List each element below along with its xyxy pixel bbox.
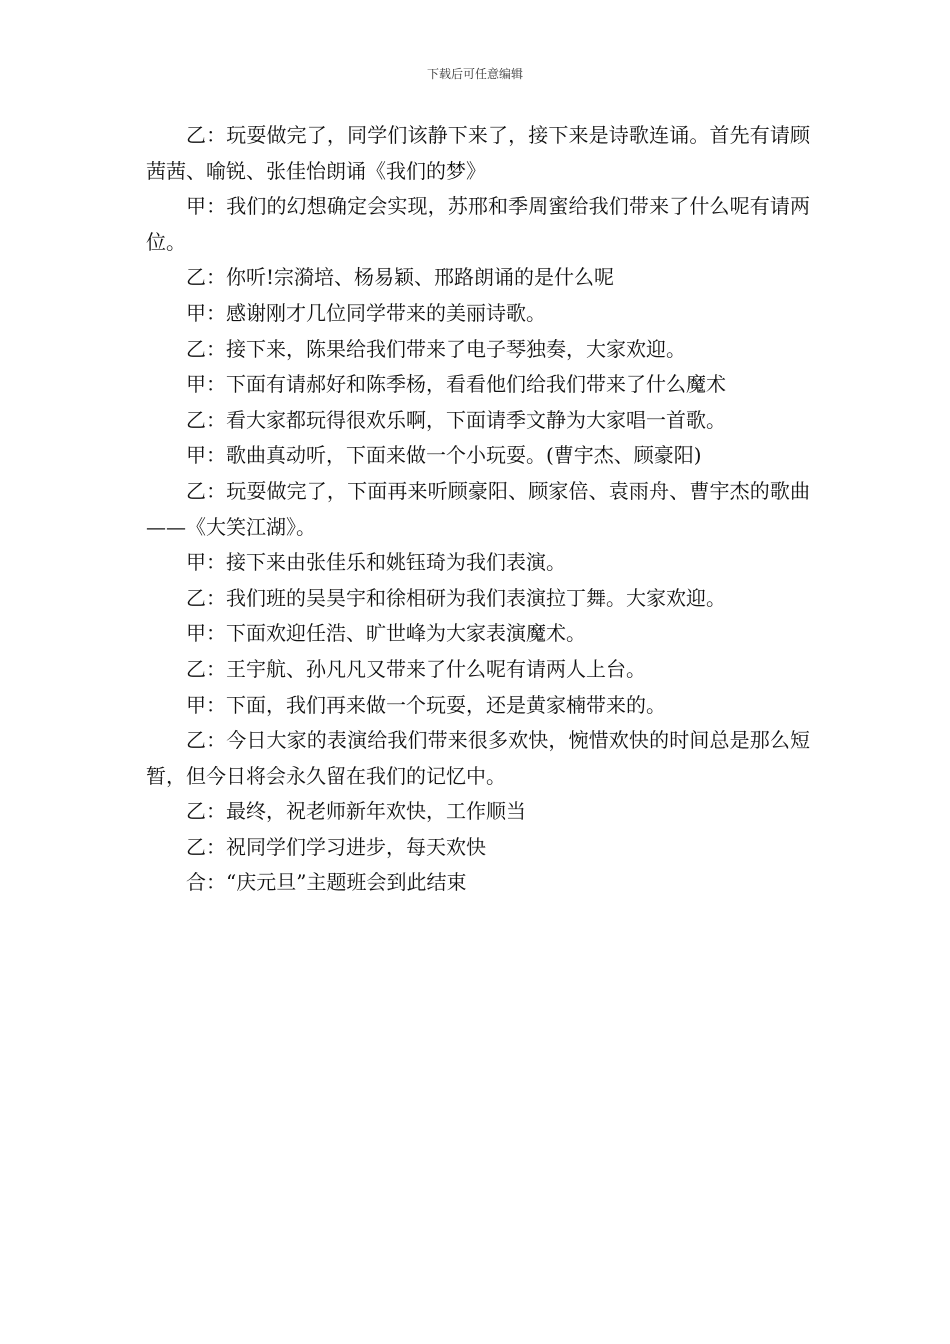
paragraph: 乙：你听!宗漪培、杨易颖、邢路朗诵的是什么呢 [186, 265, 615, 290]
paragraph: 乙：看大家都玩得很欢乐啊，下面请季文静为大家唱一首歌。 [186, 407, 726, 432]
page-header: 下载后可任意编辑 [426, 67, 523, 81]
document-body [146, 118, 810, 901]
paragraph: 甲：下面欢迎任浩、旷世峰为大家表演魔术。 [186, 621, 586, 646]
paragraph: 甲：下面有请郝好和陈季杨，看看他们给我们带来了什么魔术 [186, 372, 726, 397]
paragraph: 乙：今日大家的表演给我们带来很多欢快，惋惜欢快的时间总是那么短暂，但今日将会永久留在我们的记忆中。 [146, 728, 810, 788]
paragraph: 乙：接下来，陈果给我们带来了电子琴独奏，大家欢迎。 [186, 336, 686, 361]
paragraph: 乙：我们班的吴昊宇和徐相研为我们表演拉丁舞。大家欢迎。 [186, 585, 726, 610]
paragraph: 甲：接下来由张佳乐和姚钰琦为我们表演。 [186, 550, 566, 575]
paragraph: 甲：我们的幻想确定会实现，苏邢和季周蜜给我们带来了什么呢有请两位。 [146, 194, 810, 254]
paragraph: 甲：下面，我们再来做一个玩耍，还是黄家楠带来的。 [186, 692, 666, 717]
paragraph: 乙：祝同学们学习进步，每天欢快 [186, 834, 486, 859]
paragraph: 乙：玩耍做完了，下面再来听顾豪阳、顾家倍、袁雨舟、曹宇杰的歌曲——《大笑江湖》。 [146, 478, 810, 539]
paragraph: 合：“庆元旦”主题班会到此结束 [186, 870, 467, 895]
paragraph: 甲：感谢刚才几位同学带来的美丽诗歌。 [186, 300, 546, 325]
paragraph: 乙：最终，祝老师新年欢快，工作顺当 [186, 799, 526, 824]
paragraph: 甲：歌曲真动听，下面来做一个小玩耍。(曹宇杰、顾豪阳) [186, 443, 702, 468]
paragraph: 乙：王宇航、孙凡凡又带来了什么呢有请两人上台。 [186, 656, 646, 681]
paragraph: 乙：玩耍做完了，同学们该静下来了，接下来是诗歌连诵。首先有请顾茜茜、喻锐、张佳怡朗诵《我们的梦》 [146, 123, 810, 183]
